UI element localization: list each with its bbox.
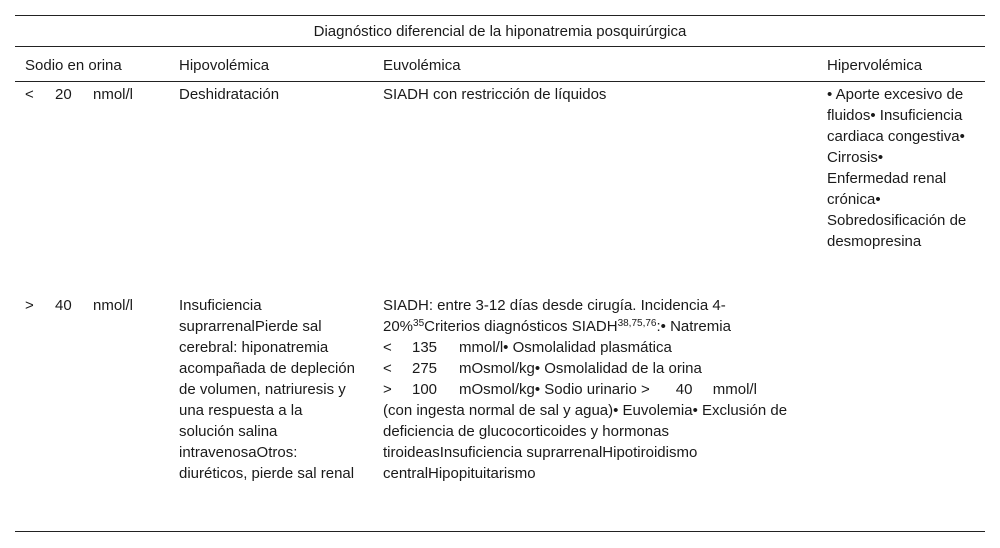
osm-orina-op: >	[383, 381, 392, 398]
euv-line1: SIADH: entre 3-12 días desde cirugía. Incidencia 4-	[383, 297, 726, 314]
natremia-value: 135	[412, 339, 438, 356]
row1-hipervolemica: • Aporte excesivo de fluidos• Insuficiencia cardiaca congestiva• Cirrosis• Enfermedad renal crónica• Sobredosificación de desmopresina	[827, 86, 967, 250]
row2-sodio-value: 40	[55, 297, 72, 314]
osm-orina-label: • Osmolalidad de la orina	[534, 360, 702, 377]
row1-hipovolemica: Deshidratación	[179, 86, 280, 103]
row2-sodio	[25, 295, 133, 316]
row1-sodio-value: 20	[55, 86, 72, 103]
euv-line3	[383, 337, 798, 358]
row1-sodio	[25, 84, 133, 105]
table-title: Diagnóstico diferencial de la hiponatremia posquirúrgica	[313, 23, 687, 40]
ref-38-75-76: 38,75,76	[617, 318, 657, 329]
row2-euvolemica	[383, 295, 798, 484]
header-rule	[15, 81, 985, 82]
header-sodio: Sodio en orina	[25, 57, 122, 74]
euv-line5	[383, 379, 798, 400]
row1-euvolemica: SIADH con restricción de líquidos	[383, 86, 607, 103]
sodio-urinario-label: • Sodio urinario >	[534, 381, 650, 398]
row2-sodio-op: >	[25, 297, 34, 314]
row1-sodio-unit: nmol/l	[93, 86, 134, 103]
osm-plasma-value: 275	[412, 360, 438, 377]
row2-sodio-unit: nmol/l	[93, 297, 134, 314]
top-rule	[15, 15, 985, 16]
sodio-urinario-value: 40	[675, 381, 693, 398]
osm-orina-value: 100	[412, 381, 438, 398]
natremia-unit: mmol/l	[459, 339, 504, 356]
row1-sodio-op: <	[25, 86, 34, 103]
osm-orina-unit: mOsmol/kg	[459, 381, 535, 398]
title-rule	[15, 46, 985, 47]
header-hipovolemica: Hipovolémica	[179, 57, 270, 74]
euv-criteria: Criterios diagnósticos SIADH	[424, 318, 618, 335]
ref-35: 35	[413, 318, 425, 329]
euv-natremia: :• Natremia	[656, 318, 731, 335]
osm-plasma-op: <	[383, 360, 392, 377]
header-euvolemica: Euvolémica	[383, 57, 461, 74]
natremia-op: <	[383, 339, 392, 356]
osm-plasma-label: • Osmolalidad plasmática	[503, 339, 672, 356]
euv-line2	[383, 316, 798, 337]
header-hipervolemica: Hipervolémica	[827, 57, 923, 74]
sodio-urinario-unit: mmol/l	[712, 381, 757, 398]
bottom-rule	[15, 531, 985, 532]
osm-plasma-unit: mOsmol/kg	[459, 360, 535, 377]
euv-line4	[383, 358, 798, 379]
euv-rest: (con ingesta normal de sal y agua)• Euvolemia• Exclusión de deficiencia de glucocorticoides y hormonas tiroideasInsuficiencia suprarrenalHipotiroidismo centralHipopituitarismo	[383, 402, 788, 482]
row2-hipovolemica: Insuficiencia suprarrenalPierde sal cerebral: hiponatremia acompañada de depleción de volumen, natriuresis y una respuesta a la solución salina intravenosaOtros: diuréticos, pierde sal renal	[179, 297, 355, 482]
euv-incidence: 20%	[383, 318, 414, 335]
